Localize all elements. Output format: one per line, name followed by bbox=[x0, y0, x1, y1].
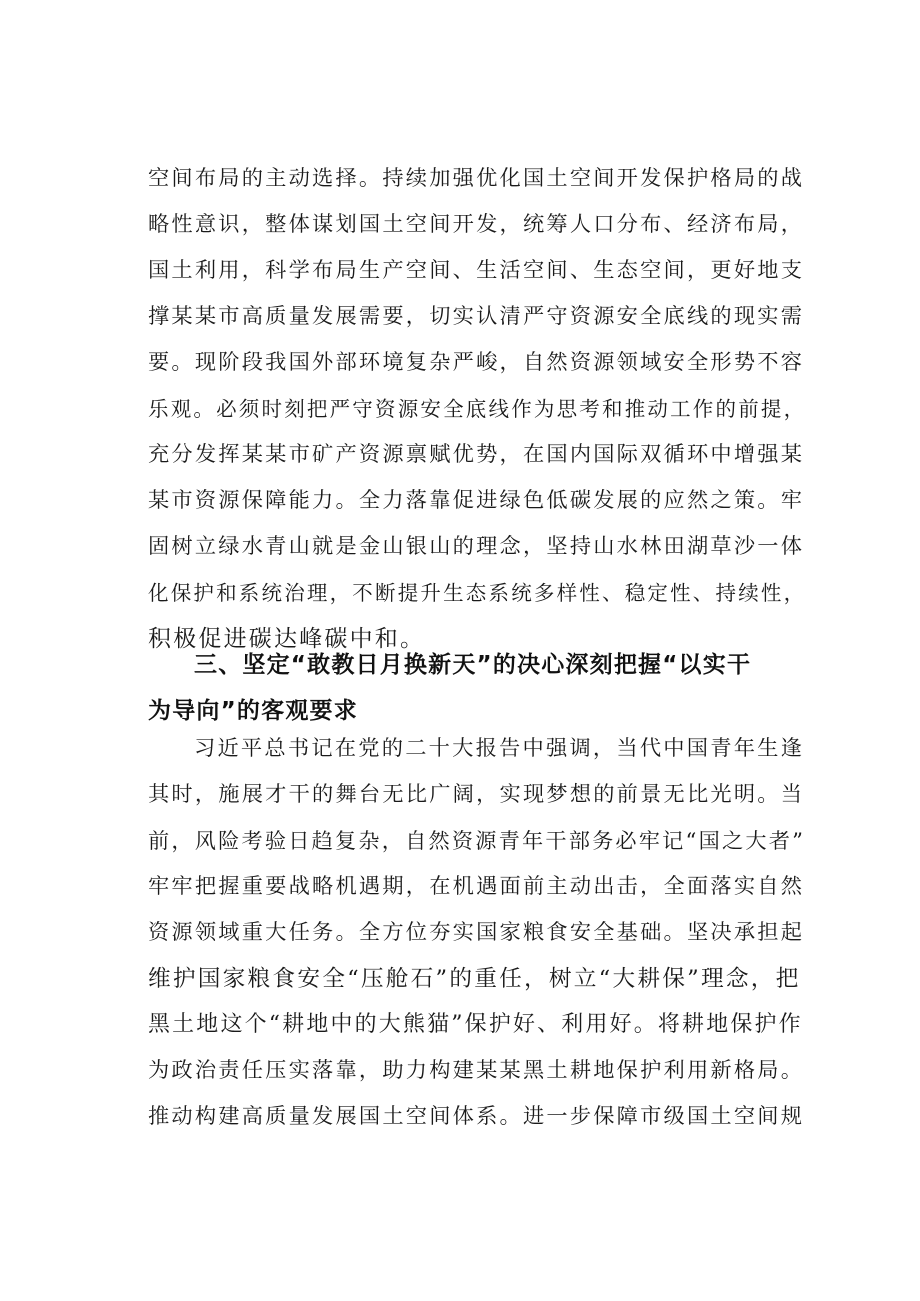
text-line: 前，风险考验日趋复杂，自然资源青年干部务必牢记“国之大者” bbox=[148, 828, 806, 853]
text-line: 乐观。必须时刻把严守资源安全底线作为思考和推动工作的前提， bbox=[148, 397, 807, 421]
text-line: 撑某某市高质量发展需要，切实认清严守资源安全底线的现实需 bbox=[148, 304, 805, 329]
section-heading bbox=[148, 642, 800, 734]
text-line: 习近平总书记在党的二十大报告中强调，当代中国青年生逢 bbox=[194, 736, 805, 761]
text-line: 固树立绿水青山就是金山银山的理念，坚持山水林田湖草沙一体 bbox=[148, 534, 805, 559]
text-line: 某市资源保障能力。全力落靠促进绿色低碳发展的应然之策。牢 bbox=[148, 488, 805, 513]
text-line: 要。现阶段我国外部环境复杂严峻，自然资源领域安全形势不容 bbox=[148, 350, 805, 375]
text-line: 充分发挥某某市矿产资源禀赋优势，在国内国际双循环中增强某 bbox=[148, 442, 805, 467]
text-line: 维护国家粮食安全“压舱石”的重任，树立“大耕保”理念，把 bbox=[148, 966, 801, 992]
body-paragraph bbox=[148, 726, 806, 1140]
text-line: 推动构建高质量发展国土空间体系。进一步保障市级国土空间规 bbox=[148, 1104, 805, 1129]
text-line: 化保护和系统治理，不断提升生态系统多样性、稳定性、持续性， bbox=[148, 581, 807, 605]
text-line: 黑土地这个“耕地中的大熊猫”保护好、利用好。将耕地保护作 bbox=[148, 1012, 803, 1037]
heading-line: 三、坚定“敢教日月换新天”的决心深刻把握“以实干 bbox=[194, 652, 752, 678]
text-line: 其时，施展才干的舞台无比广阔，实现梦想的前景无比光明。当 bbox=[148, 782, 805, 807]
text-line: 略性意识，整体谋划国土空间开发，统筹人口分布、经济布局， bbox=[148, 212, 805, 237]
heading-line: 为导向”的客观要求 bbox=[148, 698, 358, 724]
text-line: 空间布局的主动选择。持续加强优化国土空间开发保护格局的战 bbox=[148, 166, 805, 191]
body-paragraph bbox=[148, 156, 807, 662]
text-line: 资源领域重大任务。全方位夯实国家粮食安全基础。坚决承担起 bbox=[148, 920, 805, 945]
text-line: 国土利用，科学布局生产空间、生活空间、生态空间，更好地支 bbox=[148, 258, 805, 283]
text-line: 积极促进碳达峰碳中和。 bbox=[148, 626, 426, 652]
text-line: 为政治责任压实落靠，助力构建某某黑土耕地保护利用新格局。 bbox=[148, 1058, 805, 1083]
text-line: 牢牢把握重要战略机遇期，在机遇面前主动出击，全面落实自然 bbox=[148, 874, 805, 899]
